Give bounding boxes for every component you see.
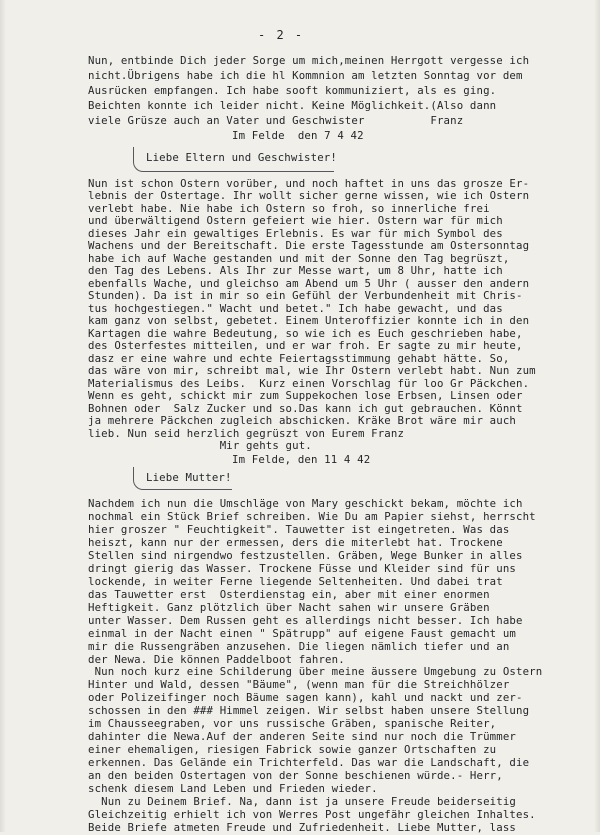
- letter2-line: kam ganz von selbst, gebetet. Einem Unteroffizier konnte ich in den: [88, 314, 530, 328]
- letter1-line: Ausrücken empfangen. Ich habe sooft kommuniziert, als es ging.: [88, 84, 497, 97]
- letter2-line: Kartagen die wahre Bedeutung, so wie ich es Euch geschrieben habe,: [88, 326, 523, 340]
- letter3-line: mir die Russengräben anzusehen. Die liegen nämlich tiefer und an: [88, 639, 510, 653]
- letter2-date: Im Felde den 7 4 42: [232, 129, 364, 142]
- letter3-line: Stellen sind nirgendwo festzustellen. Gräben, Wege Bunker in alles: [88, 548, 523, 562]
- letter2-line: dieses Jahr ein gewaltiges Erlebnis. Es war für mich Symbol des: [88, 226, 503, 240]
- letter3-line: dahinter die Newa.Auf der anderen Seite sind nur noch die Trümmer: [88, 730, 516, 744]
- letter1-line: nicht.Übrigens habe ich die hl Kommnion am letzten Sonntag vor dem: [88, 69, 523, 82]
- letter2-salutation: Liebe Eltern und Geschwister!: [146, 151, 337, 164]
- letter1-line: Nun, entbinde Dich jeder Sorge um mich,meinen Herrgott vergesse ich: [88, 54, 530, 67]
- letter3-line: erkennen. Das Gelände ein Trichterfeld. Das war die Landschaft, die: [88, 756, 530, 770]
- letter3-line: Beide Briefe atmeten Freude und Zufriedenheit. Liebe Mutter, lass: [88, 821, 516, 834]
- letter3-line: Nachdem ich nun die Umschläge von Mary geschickt bekam, möchte ich: [88, 497, 523, 510]
- letter3-line: hier groszer " Feuchtigkeit". Tauwetter ist eingetreten. Was das: [88, 522, 510, 536]
- letter3-line: schenk diesem Land Leben und Frieden wieder.: [88, 782, 378, 796]
- letter3-line: dringt gierig das Wasser. Trockene Füsse und Kleider sind für uns: [88, 561, 516, 575]
- letter2-line: das wäre von mir, schreibt mal, wie Ihr Ostern verlebt habt. Nun zum: [88, 364, 536, 378]
- paper-edge-shadow-right: [594, 0, 600, 832]
- letter3-line: der Newa. Die können Paddelboot fahren.: [88, 652, 345, 666]
- letter2-line: ja mehrere Päckchen zugleich abschicken. Kräke Brot wäre mir auch: [88, 414, 516, 428]
- letter3-date: Im Felde, den 11 4 42: [232, 453, 371, 466]
- letter3-line: einer ehemaligen, riesigen Fabrick sowie ganzer Ortschaften zu: [88, 743, 497, 757]
- letter2-line: tus hochgestiegen." Wacht und betet." Ich habe gewacht, und das: [88, 301, 503, 315]
- letter2-line: lebnis der Ostertage. Ihr wollt sicher gerne wissen, wie ich Ostern: [88, 189, 530, 203]
- paper-edge-shadow-left: [0, 0, 6, 832]
- letter2-line: habe ich auf Wache gestanden und mit der Sonne den Tag begrüszt,: [88, 251, 510, 265]
- letter3-line: Heftigkeit. Ganz plötzlich über Nacht sahen wir unsere Gräben: [88, 600, 490, 614]
- letter3-line: im Chausseegraben, vor uns russische Gräben, spanische Reiter,: [88, 717, 497, 731]
- letter3-line: das Tauwetter erst Osterdienstag ein, aber mit einer enormen: [88, 587, 490, 601]
- letter3-line: unter Wasser. Dem Russen geht es allerdings nicht besser. Ich habe: [88, 613, 523, 627]
- letter1-line: viele Grüsze auch an Vater und Geschwister Franz: [88, 114, 464, 127]
- letter2-line: Wenn es geht, schickt mir zum Suppekochen lose Erbsen, Linsen oder: [88, 389, 523, 403]
- letter3-line: Hinter und Wald, dessen "Bäume", (wenn man für die Streichhölzer: [88, 678, 510, 692]
- letter2-line: Bohnen oder Salz Zucker und so.Das kann ich gut gebrauchen. Könnt: [88, 401, 523, 415]
- letter3-line: lockende, in weiter Ferne liegende Seltenheiten. Und dabei trat: [88, 574, 503, 588]
- letter3-salutation: Liebe Mutter!: [146, 471, 232, 484]
- letter2-line: Wachens und der Bereitschaft. Die erste Tagesstunde am Ostersonntag: [88, 239, 530, 253]
- letter3-line: schossen in den ### Himmel zeigen. Wir selbst haben unsere Stellung: [88, 704, 530, 718]
- page-number: - 2 -: [258, 28, 305, 42]
- letter2-line: Materialismus des Leibs. Kurz einen Vorschlag für loo Gr Päckchen.: [88, 376, 530, 390]
- letter2-line: und überwältigend Ostern gefeiert wie hier. Ostern war für mich: [88, 214, 503, 228]
- letter2-line: dasz er eine wahre und echte Feiertagsstimmung gehabt hätte. So,: [88, 351, 510, 365]
- letter3-line: nochmal ein Stück Brief schreiben. Wie Du am Papier siehst, herrscht: [88, 509, 536, 523]
- letter2-line: ebenfalls Wache, und gleichso am Abend um 5 Uhr ( ausser den andern: [88, 276, 530, 290]
- letter1-line: Beichten konnte ich leider nicht. Keine Möglichkeit.(Also dann: [88, 99, 497, 112]
- letter2-line: den Tag des Lebens. Als Ihr zur Messe wart, um 8 Uhr, hatte ich: [88, 264, 503, 278]
- letter3-line: Nun zu Deinem Brief. Na, dann ist ja unsere Freude beiderseitig: [88, 795, 516, 809]
- letter2-line: verlebt habe. Nie habe ich Ostern so froh, so innerliche frei: [88, 201, 490, 215]
- letter3-line: heiszt, kann nur der ermessen, ders die miterlebt hat. Trockene: [88, 535, 503, 549]
- letter3-line: einmal in der Nacht einen " Spätrupp" auf eigene Faust gemacht um: [88, 626, 516, 640]
- letter3-line: Nun noch kurz eine Schilderung über meine äussere Umgebung zu Ostern: [88, 665, 543, 679]
- letter2-line: Stunden). Da ist in mir so ein Gefühl der Verbundenheit mit Chris-: [88, 289, 523, 303]
- letter2-line: Nun ist schon Ostern vorüber, und noch haftet in uns das grosze Er-: [88, 177, 530, 190]
- letter3-line: an den beiden Ostertagen von der Sonne beschienen würde.- Herr,: [88, 769, 503, 783]
- letter2-line: Mir gehts gut.: [88, 439, 312, 452]
- letter2-line: lieb. Nun seid herzlich gegrüszt von Eurem Franz: [88, 426, 405, 440]
- letter2-line: des Osterfestes mitteilen, und er war froh. Er sagte zu mir heute,: [88, 339, 523, 353]
- letter3-line: oder Polizeifinger noch Bäume sagen kann), kahl und nackt und zer-: [88, 691, 523, 705]
- letter3-line: Gleichzeitig erhielt ich von Werres Post ungefähr gleichen Inhaltes.: [88, 808, 536, 822]
